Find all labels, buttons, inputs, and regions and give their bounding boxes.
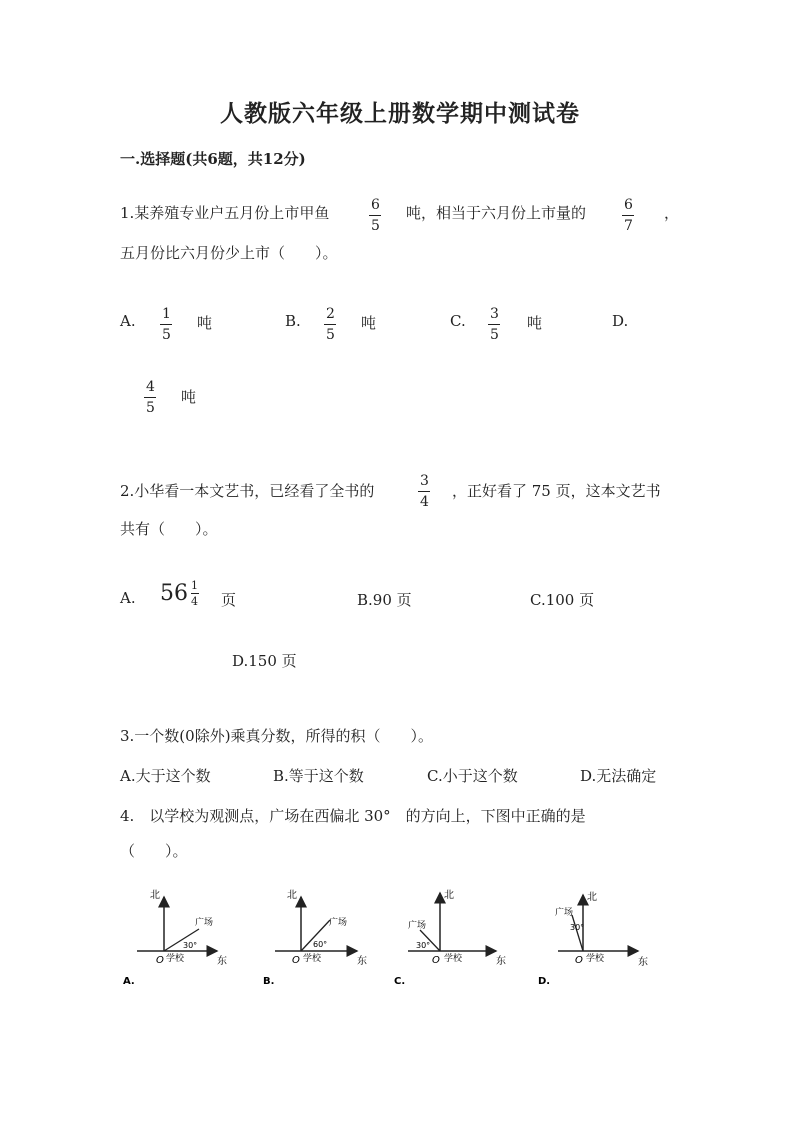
option-label: B. [263, 976, 275, 987]
q2-option-a-mixed-number[interactable] [160, 580, 200, 607]
angle-label: 30° [183, 941, 198, 950]
q1-option-b-unit: 吨 [361, 314, 377, 332]
plaza-label: 广场 [329, 918, 348, 928]
q2-text-line2: 共有（ ）。 [120, 520, 218, 538]
q1-text-a: 1.某养殖专业户五月份上市甲鱼 [120, 204, 330, 222]
q1-option-d-fraction[interactable] [144, 380, 157, 415]
north-label: 北 [150, 890, 160, 901]
school-label: 学校 [444, 954, 463, 964]
angle-label: 60° [313, 940, 328, 949]
whole-part: 56 [160, 581, 188, 606]
school-label: 学校 [303, 954, 322, 964]
numerator: 4 [146, 379, 155, 395]
option-label: D. [538, 976, 551, 987]
numerator: 6 [371, 197, 380, 213]
denominator: 4 [191, 595, 198, 608]
q1-option-a-unit: 吨 [197, 314, 213, 332]
q1-option-b-label[interactable]: B. [285, 312, 301, 330]
q1-option-a-label[interactable]: A. [120, 312, 136, 330]
east-label: 东 [638, 957, 648, 968]
north-label: 北 [587, 892, 597, 903]
angle-label: 30° [416, 941, 431, 950]
origin-label: O [292, 955, 300, 966]
numerator: 3 [420, 473, 429, 489]
option-label: C. [394, 976, 406, 987]
denominator: 5 [490, 327, 499, 343]
denominator: 5 [326, 327, 335, 343]
q1-text-line2: 五月份比六月份少上市（ ）。 [120, 244, 338, 262]
q1-option-a-fraction[interactable] [160, 307, 173, 342]
angle-label: 30° [570, 923, 585, 932]
east-label: 东 [217, 956, 227, 967]
page-title: 人教版六年级上册数学期中测试卷 [220, 100, 580, 127]
q4-diagram-a[interactable] [115, 885, 235, 990]
q2-fraction [418, 474, 431, 509]
origin-label: O [432, 955, 440, 966]
denominator: 4 [420, 494, 429, 510]
north-label: 北 [287, 890, 297, 901]
q3-option-b[interactable]: B.等于这个数 [273, 767, 364, 785]
plaza-label: 广场 [195, 918, 214, 928]
denominator: 5 [162, 327, 171, 343]
numerator: 3 [490, 306, 499, 322]
denominator: 5 [146, 400, 155, 416]
plaza-label: 广场 [408, 921, 427, 931]
denominator: 7 [624, 218, 633, 234]
q4-text-line2: （ ）。 [120, 842, 188, 860]
q1-option-b-fraction[interactable] [324, 307, 337, 342]
q1-text-c: ， [664, 204, 680, 222]
q1-option-c-label[interactable]: C. [450, 312, 466, 330]
q1-option-d-label[interactable]: D. [612, 312, 629, 330]
q2-option-c[interactable]: C.100 页 [530, 591, 595, 609]
numerator: 1 [162, 306, 171, 322]
numerator: 2 [326, 306, 335, 322]
q2-option-a-unit: 页 [221, 591, 237, 609]
q4-text-line1: 4. 以学校为观测点，广场在西偏北 30° 的方向上，下图中正确的是 [120, 807, 586, 825]
section-heading: 一.选择题(共6题，共12分) [120, 150, 306, 168]
q2-option-a-label[interactable]: A. [120, 589, 136, 607]
q4-diagram-c[interactable] [392, 885, 512, 990]
q1-option-d-unit: 吨 [181, 388, 197, 406]
q2-option-b[interactable]: B.90 页 [357, 591, 412, 609]
q3-option-a[interactable]: A.大于这个数 [120, 767, 211, 785]
school-label: 学校 [166, 954, 185, 964]
q1-fraction-2 [622, 198, 635, 233]
east-label: 东 [357, 956, 367, 967]
school-label: 学校 [586, 954, 605, 964]
q4-diagram-d[interactable] [530, 885, 655, 990]
q1-fraction-1 [369, 198, 382, 233]
numerator: 6 [624, 197, 633, 213]
q3-option-d[interactable]: D.无法确定 [580, 767, 657, 785]
denominator: 5 [371, 218, 380, 234]
origin-label: O [156, 955, 164, 966]
plaza-label: 广场 [555, 908, 574, 918]
q1-option-c-fraction[interactable] [488, 307, 501, 342]
q1-text-b: 吨，相当于六月份上市量的 [406, 204, 587, 222]
q3-option-c[interactable]: C.小于这个数 [427, 767, 518, 785]
q1-option-c-unit: 吨 [527, 314, 543, 332]
q2-option-d[interactable]: D.150 页 [232, 652, 297, 670]
east-label: 东 [496, 956, 506, 967]
q2-text-b: ，正好看了 75 页，这本文艺书 [452, 482, 661, 500]
q4-diagram-b[interactable] [255, 885, 375, 990]
numerator: 1 [191, 579, 198, 592]
origin-label: O [575, 955, 583, 966]
north-label: 北 [444, 890, 454, 901]
q2-text-a: 2.小华看一本文艺书，已经看了全书的 [120, 482, 375, 500]
option-label: A. [123, 976, 135, 987]
q3-text: 3.一个数(0除外)乘真分数，所得的积（ ）。 [120, 727, 434, 745]
